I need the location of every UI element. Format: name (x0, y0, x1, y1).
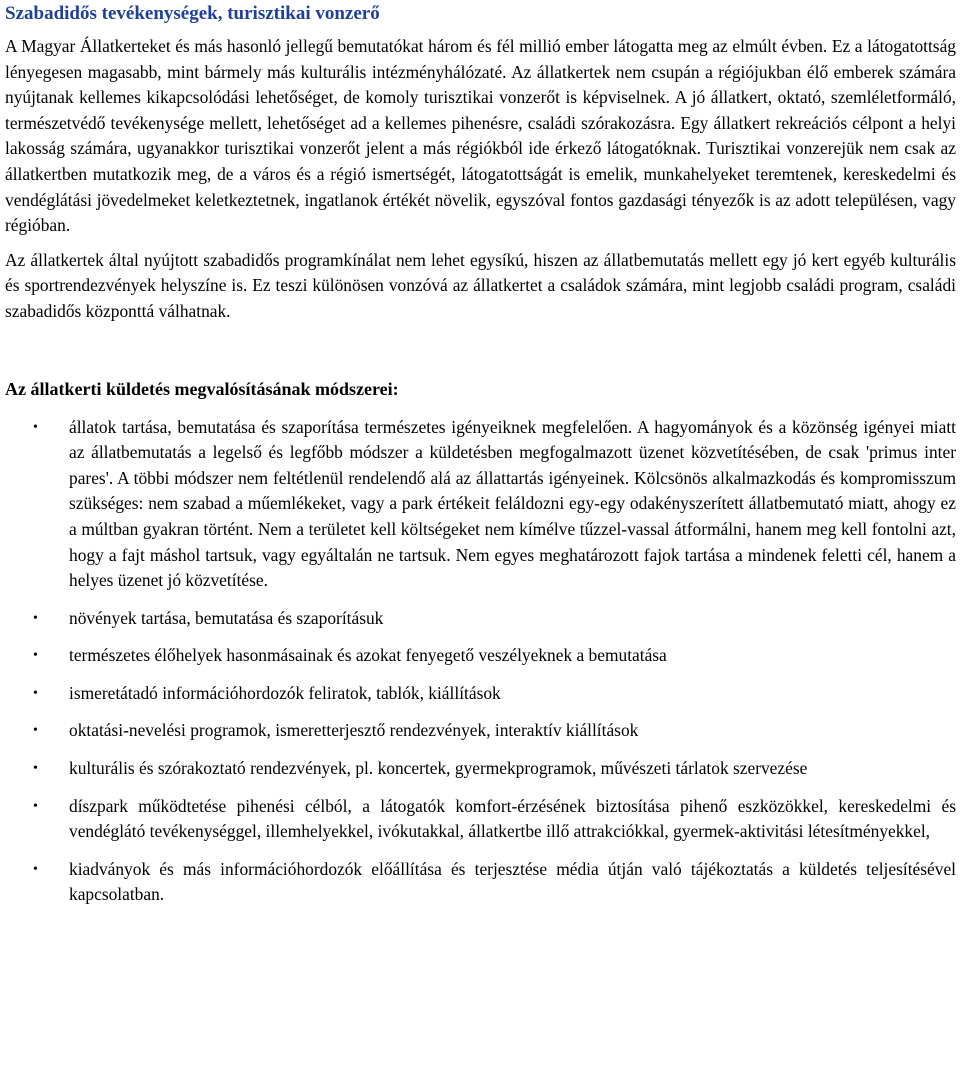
paragraph-leisure-programs: Az állatkertek által nyújtott szabadidős programkínálat nem lehet egysíkú, hiszen az állatbemutatás mellett egy jó kert egyéb kulturális és sportrendezvények helyszíne is. Ez teszi különösen vonzóvá az állatkertet a családok számára, mint legjobb családi program, családi szabadidős központtá válhatnak. (5, 249, 956, 321)
list-item-text: oktatási-nevelési programok, ismeretterjesztő rendezvények, interaktív kiállítások (69, 720, 639, 741)
list-item-text: kiadványok és más információhordozók előállítása és terjesztése média útján való tájékoztatás a küldetés teljesítésével kapcsolatban. (69, 858, 956, 905)
bullet-icon: • (33, 723, 38, 739)
list-item-text: kulturális és szórakoztató rendezvények, pl. koncertek, gyermekprogramok, művészeti tárlatok szervezése (69, 758, 808, 779)
bullet-icon: • (33, 761, 38, 777)
bullet-icon: • (33, 798, 38, 814)
list-item (5, 643, 956, 669)
list-item (5, 606, 956, 632)
list-item (5, 794, 956, 845)
list-item (5, 718, 956, 744)
list-item-text: állatok tartása, bemutatása és szaporítása természetes igényeiknek megfelelően. A hagyományok és a közönség igényei miatt az állatbemutatás a legelső és legfőbb módszer a küldetésben megfogalmazott üzenet közvetítésében, de csak 'primus inter pares'. A többi módszer nem feltétlenül rendelendő alá az állattartás igényeinek. Kölcsönös alkalmazkodás és kompromisszum szükséges: nem szabad a műemlékeket, vagy a park értékeit feláldozni egy-egy odakényszerített állatbemutató miatt, ahogy ez a múltban gyakran történt. Nem a területet kell költségeket nem kímélve tűzzel-vassal átformálni, hanem meg kell fontolni azt, hogy a fajt máshol tartsuk, vagy egyáltalán ne tartsuk. Nem egyes meghatározott fajok tartása a mindenek feletti cél, hanem a helyes üzenet jó közvetítése. (69, 416, 956, 591)
list-item-text: növények tartása, bemutatása és szaporításuk (69, 607, 384, 628)
list-item (5, 681, 956, 707)
bullet-icon: • (33, 861, 38, 877)
list-item-text: ismeretátadó információhordozók feliratok, tablók, kiállítások (69, 682, 501, 703)
list-item-text: természetes élőhelyek hasonmásainak és azokat fenyegető veszélyeknek a bemutatása (69, 645, 667, 666)
list-item-text: díszpark működtetése pihenési célból, a látogatók komfort-érzésének biztosítása pihenő eszközökkel, kereskedelmi és vendéglátó tevékenységgel, illemhelyekkel, ivókutakkal, állatkertbe illő attrakciókkal, gyermek-aktivitási létesítményekkel, (69, 795, 956, 842)
bullet-icon: • (33, 648, 38, 664)
paragraph-visitors-tourism: A Magyar Állatkerteket és más hasonló jellegű bemutatókat három és fél millió ember látogatta meg az elmúlt évben. Ez a látogatottság lényegesen magasabb, mint bármely más kulturális intézményhálózaté. Az állatkertek nem csupán a régiójukban élő emberek számára nyújtanak kellemes kikapcsolódási lehetőséget, de komoly turisztikai vonzerőt is képviselnek. A jó állatkert, oktató, szemléletformáló, természetvédő tevékenysége mellett, lehetőséget ad a kellemes pihenésre, családi szórakozásra. Egy állatkert rekreációs célpont a helyi lakosság számára, ugyanakkor turisztikai vonzerőt jelent a más régiókból ide érkező látogatóknak. Turisztikai vonzerejük nem csak az állatkertben mutatkozik meg, de a város és a régió ismertségét, látogatottságát is emelik, munkahelyeket teremtenek, kereskedelmi és vendéglátási jövedelmeket keletkeztetnek, ingatlanok értékét növelik, egyszóval fontos gazdasági tényezők is az adott településen, vagy régióban. (5, 36, 956, 236)
list-item (5, 756, 956, 782)
methods-list (5, 415, 956, 909)
list-item (5, 415, 956, 594)
bullet-icon: • (33, 419, 38, 435)
bullet-icon: • (33, 685, 38, 701)
bullet-icon: • (33, 610, 38, 626)
list-item (5, 857, 956, 908)
methods-heading: Az állatkerti küldetés megvalósításának módszerei: (5, 378, 399, 399)
section-title: Szabadidős tevékenységek, turisztikai vonzerő (5, 3, 380, 24)
